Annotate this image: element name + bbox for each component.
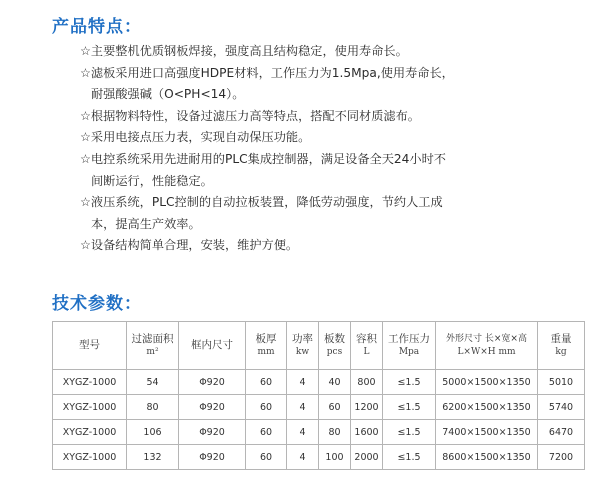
header-dimensions: 外形尺寸 长×宽×高 L×W×H mm xyxy=(436,322,538,370)
table-row xyxy=(53,370,585,395)
header-plate-count: 板数 pcs xyxy=(319,322,351,370)
cell-plate-thickness: 60 xyxy=(246,395,287,420)
cell-dimensions: 7400×1500×1350 xyxy=(436,420,538,445)
feature-text: ☆滤板采用进口高强度HDPE材料，工作压力为1.5Mpa,使用寿命长， xyxy=(80,65,454,80)
cell-weight: 5740 xyxy=(538,395,585,420)
header-working-pressure: 工作压力 Mpa xyxy=(383,322,436,370)
features-list xyxy=(80,41,580,257)
cell-power: 4 xyxy=(287,420,319,445)
header-filter-area: 过滤面积 m² xyxy=(127,322,179,370)
cell-dimensions: 8600×1500×1350 xyxy=(436,445,538,470)
cell-working-pressure: ≤1.5 xyxy=(383,370,436,395)
cell-working-pressure: ≤1.5 xyxy=(383,445,436,470)
cell-weight: 7200 xyxy=(538,445,585,470)
feature-item xyxy=(80,63,580,106)
cell-plate-thickness: 60 xyxy=(246,420,287,445)
cell-plate-count: 40 xyxy=(319,370,351,395)
cell-filter-area: 132 xyxy=(127,445,179,470)
table-row xyxy=(53,395,585,420)
feature-item xyxy=(80,106,580,128)
feature-text: ☆采用电接点压力表，实现自动保压功能。 xyxy=(80,130,311,145)
spec-table xyxy=(52,321,585,470)
cell-weight: 6470 xyxy=(538,420,585,445)
cell-filter-area: 54 xyxy=(127,370,179,395)
cell-volume: 1200 xyxy=(351,395,383,420)
header-chamber-size: 框内尺寸 xyxy=(179,322,246,370)
feature-item xyxy=(80,235,580,257)
feature-text: ☆根据物料特性，设备过滤压力高等特点，搭配不同材质滤布。 xyxy=(80,108,420,123)
cell-model: XYGZ-1000 xyxy=(53,370,127,395)
feature-item xyxy=(80,41,580,63)
cell-chamber-size: Φ920 xyxy=(179,370,246,395)
cell-model: XYGZ-1000 xyxy=(53,395,127,420)
features-heading: 产品特点： xyxy=(52,17,142,37)
cell-power: 4 xyxy=(287,395,319,420)
feature-text-continued: 间断运行，性能稳定。 xyxy=(91,173,213,188)
feature-text-continued: 本，提高生产效率。 xyxy=(91,216,201,231)
cell-plate-count: 100 xyxy=(319,445,351,470)
cell-plate-thickness: 60 xyxy=(246,445,287,470)
cell-volume: 2000 xyxy=(351,445,383,470)
cell-dimensions: 6200×1500×1350 xyxy=(436,395,538,420)
cell-power: 4 xyxy=(287,370,319,395)
cell-weight: 5010 xyxy=(538,370,585,395)
cell-model: XYGZ-1000 xyxy=(53,445,127,470)
header-power: 功率 kw xyxy=(287,322,319,370)
feature-text: ☆液压系统，PLC控制的自动拉板装置，降低劳动强度，节约人工成 xyxy=(80,195,443,210)
header-plate-thickness: 板厚 mm xyxy=(246,322,287,370)
header-volume: 容积 L xyxy=(351,322,383,370)
cell-chamber-size: Φ920 xyxy=(179,420,246,445)
table-row xyxy=(53,420,585,445)
cell-filter-area: 106 xyxy=(127,420,179,445)
cell-plate-count: 60 xyxy=(319,395,351,420)
cell-plate-thickness: 60 xyxy=(246,370,287,395)
feature-text: ☆设备结构简单合理，安装，维护方便。 xyxy=(80,238,299,253)
cell-power: 4 xyxy=(287,445,319,470)
cell-model: XYGZ-1000 xyxy=(53,420,127,445)
cell-volume: 1600 xyxy=(351,420,383,445)
cell-working-pressure: ≤1.5 xyxy=(383,420,436,445)
cell-chamber-size: Φ920 xyxy=(179,395,246,420)
cell-plate-count: 80 xyxy=(319,420,351,445)
feature-text: ☆电控系统采用先进耐用的PLC集成控制器，满足设备全天24小时不 xyxy=(80,151,446,166)
feature-item xyxy=(80,192,580,235)
header-model: 型号 xyxy=(53,322,127,370)
feature-item xyxy=(80,127,580,149)
spec-table-container xyxy=(52,321,584,470)
params-heading: 技术参数： xyxy=(52,294,142,314)
table-row xyxy=(53,445,585,470)
cell-dimensions: 5000×1500×1350 xyxy=(436,370,538,395)
feature-text: ☆主要整机优质钢板焊接，强度高且结构稳定，使用寿命长。 xyxy=(80,44,408,58)
feature-text-continued: 耐强酸强碱（O<PH<14）。 xyxy=(91,87,245,102)
cell-filter-area: 80 xyxy=(127,395,179,420)
cell-chamber-size: Φ920 xyxy=(179,445,246,470)
header-weight: 重量 kg xyxy=(538,322,585,370)
cell-volume: 800 xyxy=(351,370,383,395)
cell-working-pressure: ≤1.5 xyxy=(383,395,436,420)
table-header-row xyxy=(53,322,585,370)
feature-item xyxy=(80,149,580,192)
